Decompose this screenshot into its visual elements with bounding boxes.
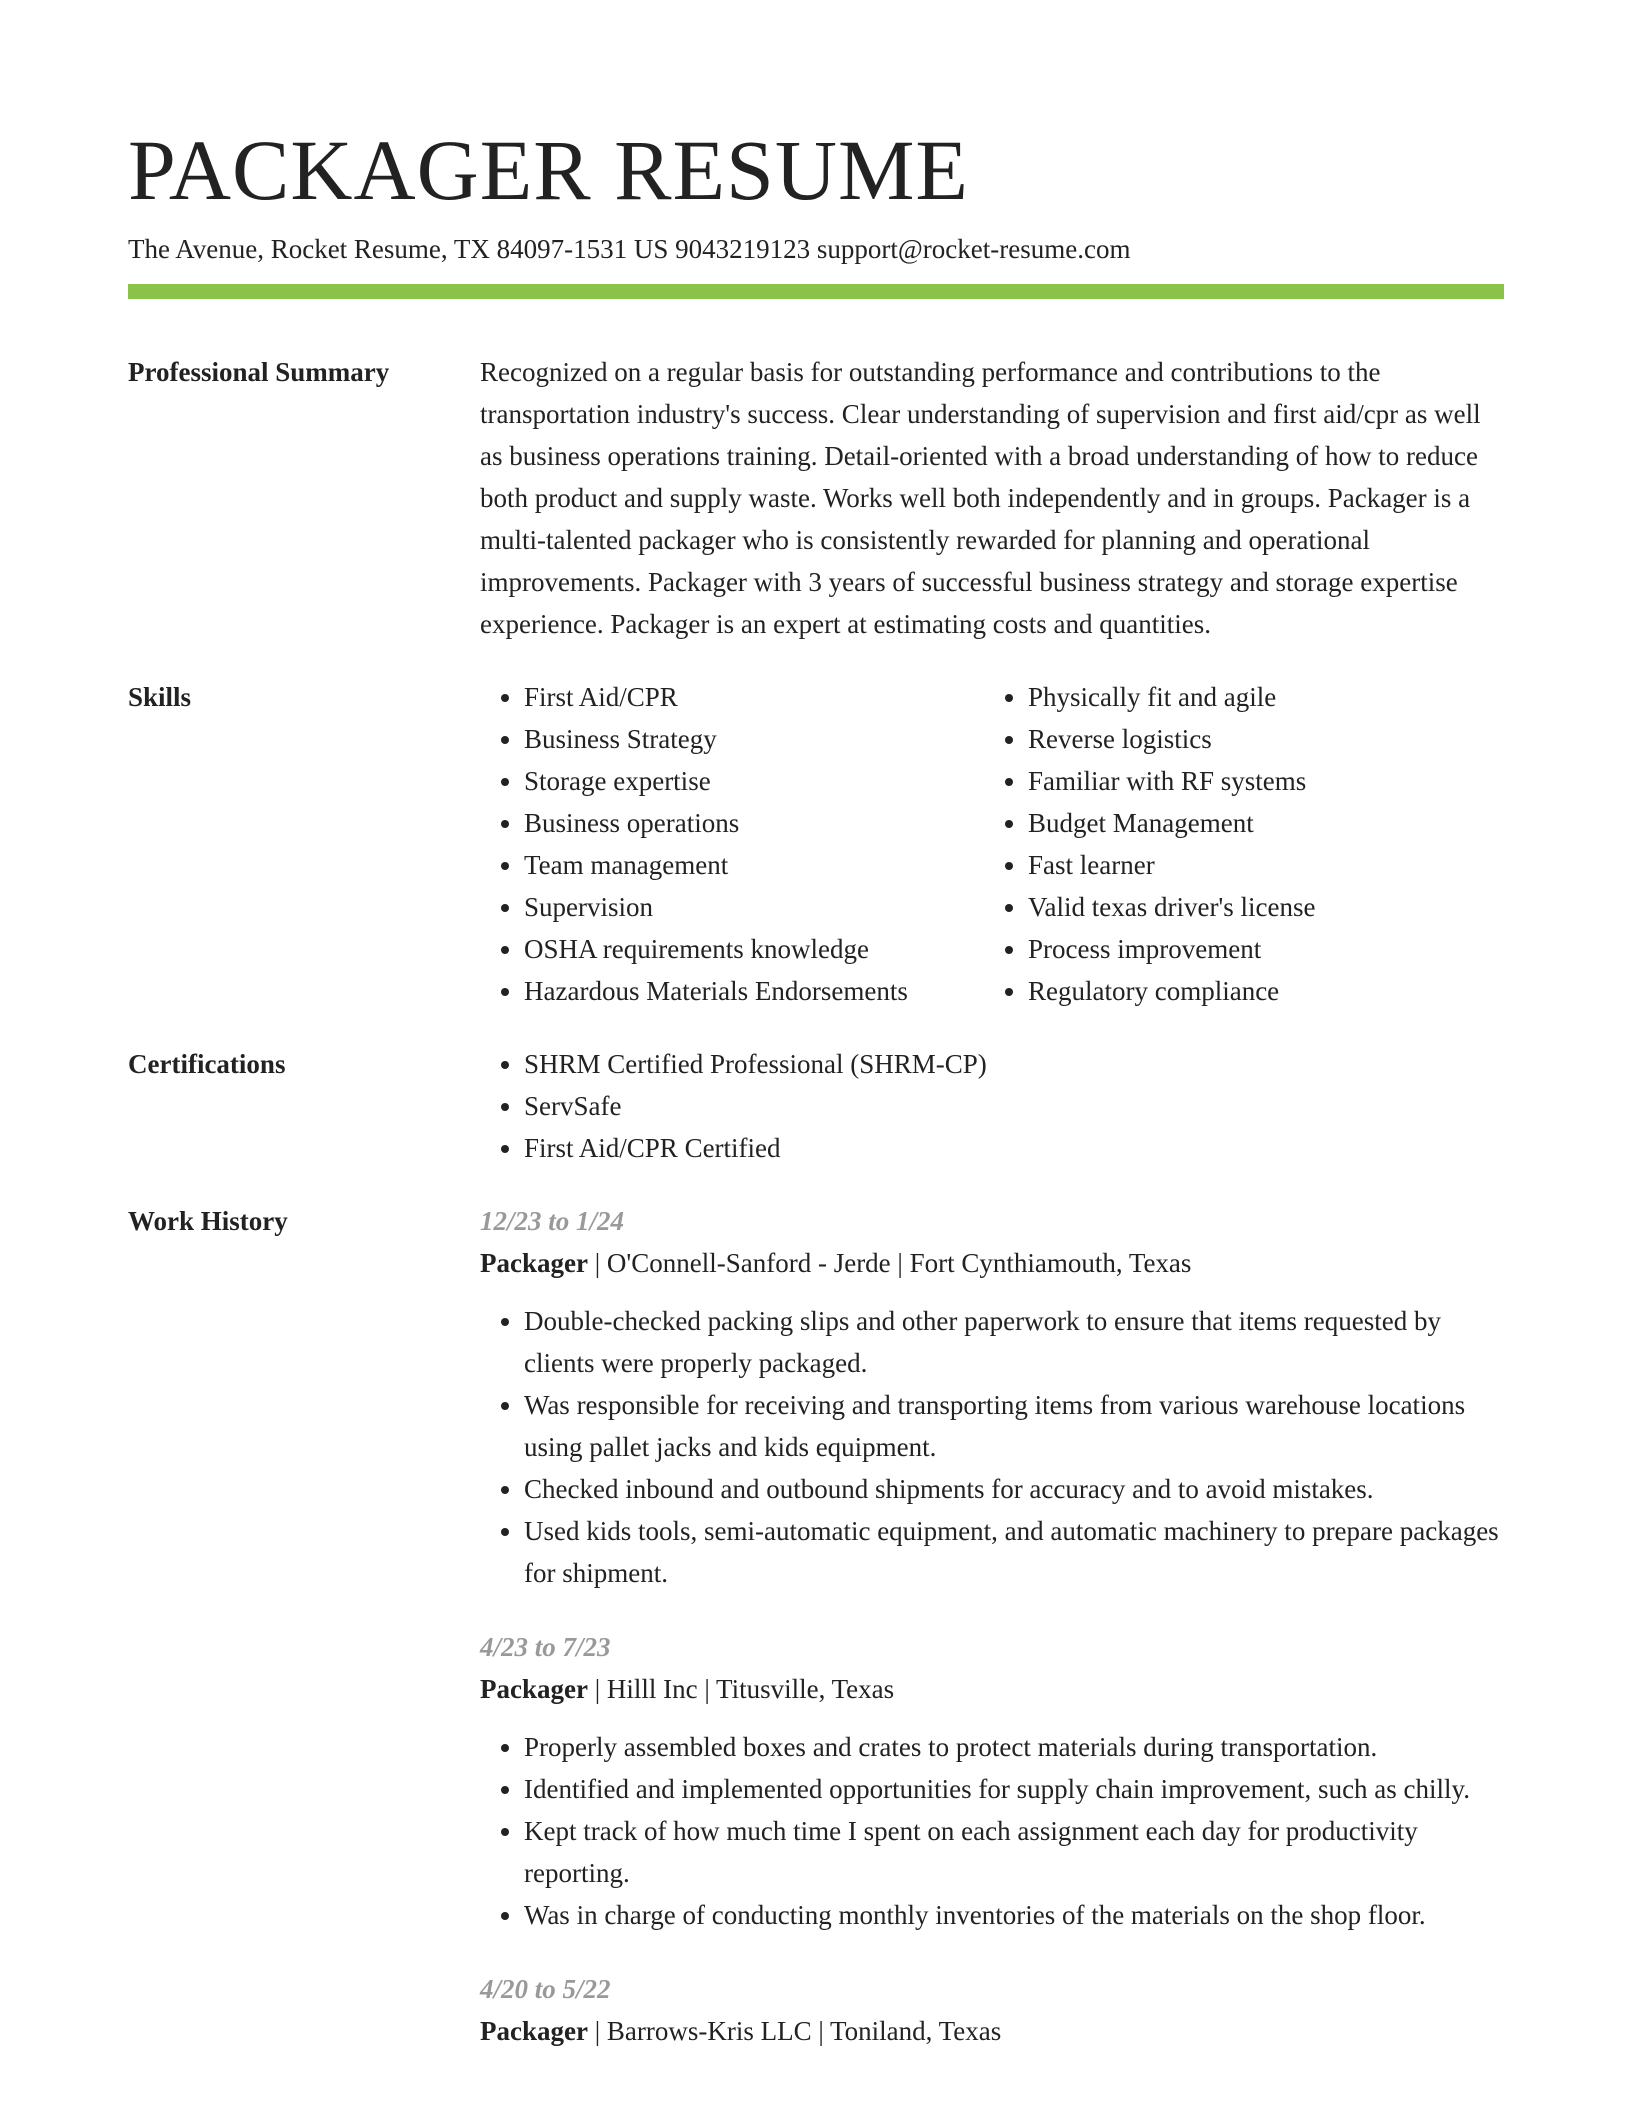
job-duty: • Was in charge of conducting monthly inventories of the materials on the shop floor. xyxy=(524,1894,1504,1936)
job-dates: 4/23 to 7/23 xyxy=(480,1632,611,1662)
job-title: Packager xyxy=(480,1248,588,1278)
contact-line: The Avenue, Rocket Resume, TX 84097-1531 US 9043219123 support@rocket-resume.com xyxy=(128,234,1131,264)
work-history-body xyxy=(480,1200,1504,2068)
skill-item: • Reverse logistics xyxy=(1028,718,1488,760)
certification-item: • First Aid/CPR Certified xyxy=(524,1127,1504,1169)
skill-item: • Physically fit and agile xyxy=(1028,676,1488,718)
job-duties-list xyxy=(480,1300,1504,1594)
job-duty: • Used kids tools, semi-automatic equipment, and automatic machinery to prepare packages for shipment. xyxy=(524,1510,1504,1594)
job-employer-location: | Hilll Inc | Titusville, Texas xyxy=(587,1674,895,1704)
job-duty: • Kept track of how much time I spent on each assignment each day for productivity reporting. xyxy=(524,1810,1504,1894)
job-employer-location: | O'Connell-Sanford - Jerde | Fort Cynthiamouth, Texas xyxy=(587,1248,1192,1278)
job-entry xyxy=(480,1968,1504,2052)
skills-label: Skills xyxy=(128,682,192,712)
skills-column-left xyxy=(480,676,984,1012)
skill-item: • Business operations xyxy=(524,802,984,844)
summary-section xyxy=(128,351,1504,645)
job-entry xyxy=(480,1626,1504,1936)
job-title-line xyxy=(480,2010,1504,2052)
certification-item: • SHRM Certified Professional (SHRM-CP) xyxy=(524,1043,1504,1085)
job-dates: 12/23 to 1/24 xyxy=(480,1206,625,1236)
certifications-list xyxy=(480,1043,1504,1169)
job-employer-location: | Barrows-Kris LLC | Toniland, Texas xyxy=(587,2016,1002,2046)
skill-item: • Business Strategy xyxy=(524,718,984,760)
header-divider xyxy=(128,284,1504,299)
skill-item: • Supervision xyxy=(524,886,984,928)
resume-page xyxy=(128,120,1504,2068)
skills-grid xyxy=(480,676,1504,1012)
summary-label: Professional Summary xyxy=(128,357,390,387)
job-title: Packager xyxy=(480,2016,588,2046)
certification-item: • ServSafe xyxy=(524,1085,1504,1127)
work-history-section xyxy=(128,1200,1504,2068)
skill-item: • Budget Management xyxy=(1028,802,1488,844)
skills-column-right xyxy=(984,676,1488,1012)
work-history-label: Work History xyxy=(128,1206,288,1236)
job-duty: • Was responsible for receiving and transporting items from various warehouse locations using pallet jacks and kids equipment. xyxy=(524,1384,1504,1468)
skill-item: • Valid texas driver's license xyxy=(1028,886,1488,928)
skill-item: • Storage expertise xyxy=(524,760,984,802)
certifications-section xyxy=(128,1043,1504,1169)
summary-text: Recognized on a regular basis for outstanding performance and contributions to the transportation industry's success. Clear understanding of supervision and first aid/cpr as well as business operations training. Detail-oriented with a broad understanding of how to reduce both product and supply waste. Works well both independently and in groups. Packager is a multi-talented packager who is consistently rewarded for planning and operational improvements. Packager with 3 years of successful business strategy and storage expertise experience. Packager is an expert at estimating costs and quantities. xyxy=(480,357,1481,639)
job-duties-list xyxy=(480,1726,1504,1936)
resume-title: PACKAGER RESUME xyxy=(128,122,969,218)
job-duty: • Identified and implemented opportunities for supply chain improvement, such as chilly. xyxy=(524,1768,1504,1810)
job-duty: • Checked inbound and outbound shipments for accuracy and to avoid mistakes. xyxy=(524,1468,1504,1510)
skill-item: • OSHA requirements knowledge xyxy=(524,928,984,970)
skill-item: • Regulatory compliance xyxy=(1028,970,1488,1012)
job-title: Packager xyxy=(480,1674,588,1704)
skills-list-left xyxy=(480,676,984,1012)
skill-item: • First Aid/CPR xyxy=(524,676,984,718)
skill-item: • Fast learner xyxy=(1028,844,1488,886)
skills-section xyxy=(128,676,1504,1012)
job-entry xyxy=(480,1200,1504,1594)
job-duty: • Double-checked packing slips and other paperwork to ensure that items requested by clients were properly packaged. xyxy=(524,1300,1504,1384)
skills-list-right xyxy=(984,676,1488,1012)
job-title-line xyxy=(480,1242,1504,1284)
certifications-label: Certifications xyxy=(128,1049,286,1079)
job-duty: • Properly assembled boxes and crates to protect materials during transportation. xyxy=(524,1726,1504,1768)
job-dates: 4/20 to 5/22 xyxy=(480,1974,611,2004)
skill-item: • Familiar with RF systems xyxy=(1028,760,1488,802)
skill-item: • Team management xyxy=(524,844,984,886)
skill-item: • Hazardous Materials Endorsements xyxy=(524,970,984,1012)
job-title-line xyxy=(480,1668,1504,1710)
skill-item: • Process improvement xyxy=(1028,928,1488,970)
